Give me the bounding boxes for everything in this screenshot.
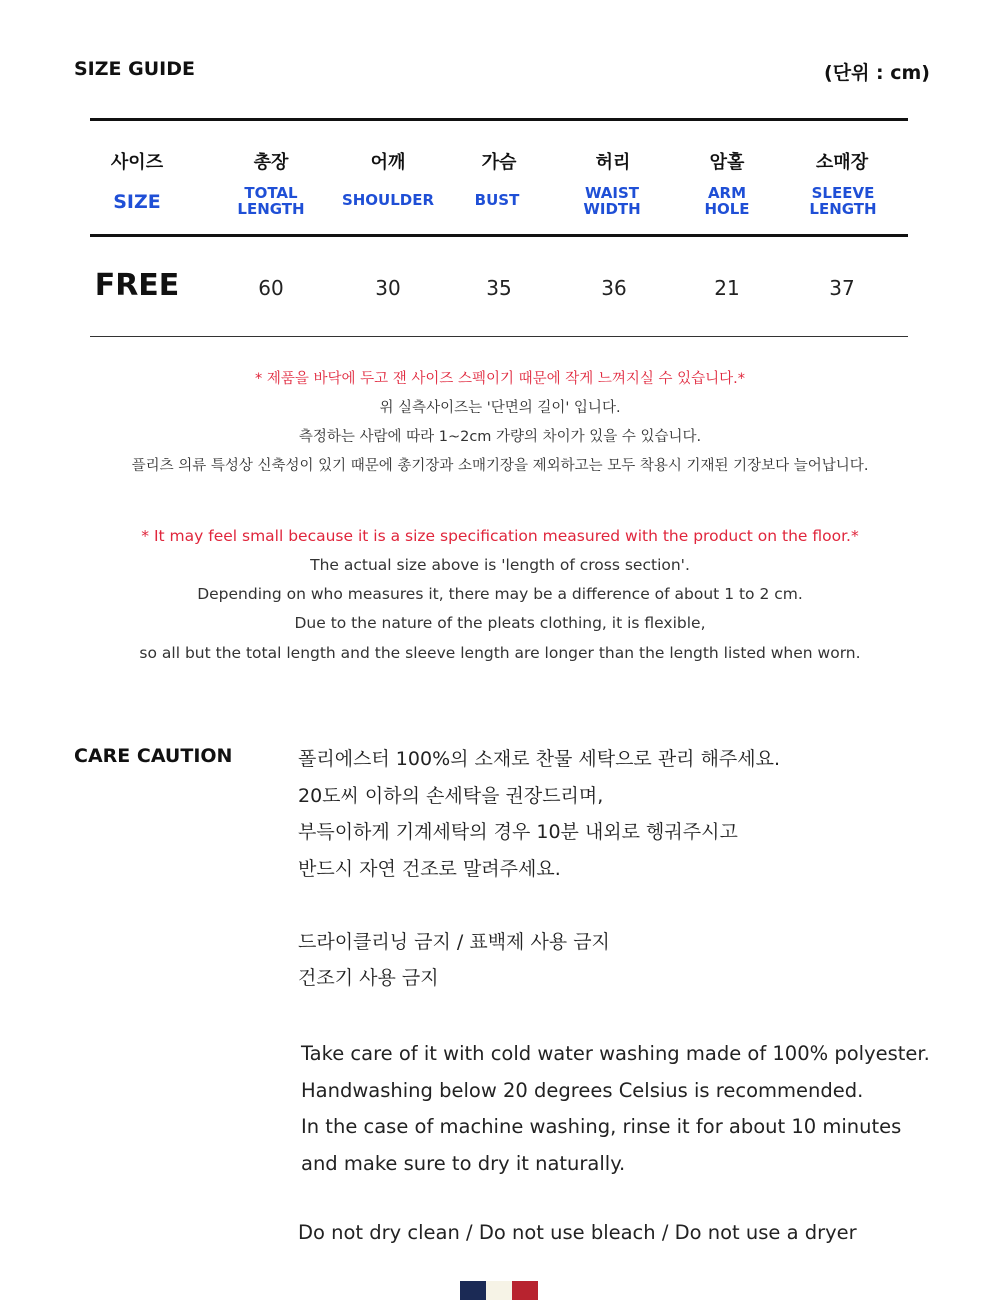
table-bottom-rule <box>90 336 908 337</box>
col-header-en-line: SLEEVE <box>811 184 875 202</box>
sleeve-length-value: 37 <box>829 276 855 300</box>
table-top-rule <box>90 118 908 121</box>
note-warning-ko: * 제품을 바닥에 두고 잰 사이즈 스펙이기 때문에 작게 느껴지실 수 있습니다.* <box>254 371 746 387</box>
col-header-en-total-length <box>237 185 304 217</box>
care-line-en: In the case of machine washing, rinse it for about 10 minutes <box>301 1115 902 1138</box>
shoulder-value: 30 <box>375 276 401 300</box>
col-header-ko-size: 사이즈 <box>110 152 164 173</box>
note-line-en: The actual size above is 'length of cross section'. <box>310 556 690 574</box>
arm-hole-value: 21 <box>714 276 740 300</box>
col-header-en-waist <box>583 185 640 217</box>
note-line-en: Due to the nature of the pleats clothing, it is flexible, <box>294 614 706 632</box>
col-header-en-arm-hole <box>704 185 749 217</box>
col-header-ko-sleeve: 소매장 <box>815 152 869 173</box>
col-header-en-line: LENGTH <box>237 200 305 218</box>
care-line-ko: 20도씨 이하의 손세탁을 권장드리며, <box>298 785 604 807</box>
note-line-ko: 위 실측사이즈는 '단면의 길이' 입니다. <box>379 400 621 416</box>
flag-red-stripe <box>512 1281 538 1300</box>
col-header-en-bust: BUST <box>474 191 520 209</box>
page-title: SIZE GUIDE <box>74 58 195 80</box>
care-prohibition-ko: 건조기 사용 금지 <box>298 967 439 989</box>
care-line-en: Take care of it with cold water washing made of 100% polyester. <box>301 1042 930 1065</box>
tricolor-flag-icon <box>460 1281 538 1300</box>
note-warning-en: * It may feel small because it is a size specification measured with the product on the floor.* <box>141 527 859 545</box>
col-header-ko-total-length: 총장 <box>253 152 289 173</box>
care-caution-title: CARE CAUTION <box>74 745 233 767</box>
col-header-ko-waist: 허리 <box>595 152 631 173</box>
waist-value: 36 <box>601 276 627 300</box>
note-line-ko: 측정하는 사람에 따라 1~2cm 가량의 차이가 있을 수 있습니다. <box>298 429 702 445</box>
col-header-en-size: SIZE <box>113 191 161 213</box>
total-length-value: 60 <box>258 276 284 300</box>
col-header-en-shoulder: SHOULDER <box>341 191 435 209</box>
care-line-ko: 반드시 자연 건조로 말려주세요. <box>298 858 561 880</box>
care-prohibition-ko: 드라이클리닝 금지 / 표백제 사용 금지 <box>298 931 610 953</box>
note-line-ko: 플리츠 의류 특성상 신축성이 있기 때문에 총기장과 소매기장을 제외하고는 모두 착용시 기재된 기장보다 늘어납니다. <box>131 458 869 474</box>
note-line-en: Depending on who measures it, there may be a difference of about 1 to 2 cm. <box>197 585 803 603</box>
col-header-en-line: WAIST <box>584 184 640 202</box>
col-header-en-line: LENGTH <box>809 200 877 218</box>
col-header-ko-bust: 가슴 <box>481 152 517 173</box>
unit-label: (단위 : cm) <box>824 62 930 84</box>
care-line-ko: 폴리에스터 100%의 소재로 찬물 세탁으로 관리 해주세요. <box>298 748 781 770</box>
flag-cream-stripe <box>486 1281 512 1300</box>
size-value: FREE <box>94 268 180 303</box>
col-header-en-line: ARM <box>707 184 747 202</box>
col-header-ko-shoulder: 어깨 <box>370 152 406 173</box>
care-line-en: and make sure to dry it naturally. <box>301 1152 626 1175</box>
note-line-en: so all but the total length and the sleeve length are longer than the length listed when worn. <box>139 644 861 662</box>
table-header-rule <box>90 234 908 237</box>
col-header-ko-arm-hole: 암홀 <box>709 152 745 173</box>
care-prohibition-en: Do not dry clean / Do not use bleach / Do not use a dryer <box>298 1221 857 1244</box>
col-header-en-line: WIDTH <box>583 200 641 218</box>
col-header-en-line: HOLE <box>704 200 750 218</box>
flag-navy-stripe <box>460 1281 486 1300</box>
col-header-en-line: TOTAL <box>244 184 298 202</box>
care-line-en: Handwashing below 20 degrees Celsius is recommended. <box>301 1079 864 1102</box>
col-header-en-sleeve <box>809 185 876 217</box>
care-line-ko: 부득이하게 기계세탁의 경우 10분 내외로 헹궈주시고 <box>298 821 738 843</box>
bust-value: 35 <box>486 276 512 300</box>
